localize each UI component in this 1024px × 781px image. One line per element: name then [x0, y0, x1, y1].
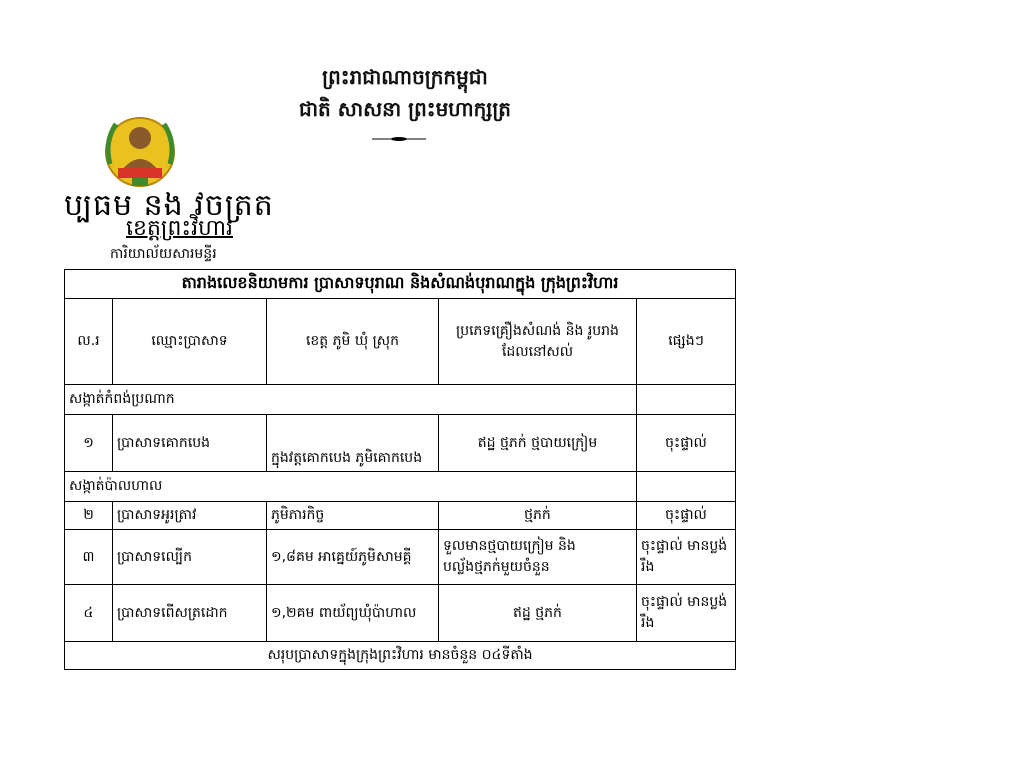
- column-header-name: ឈ្មោះប្រាសាទ: [113, 299, 267, 385]
- ministry-name: ប្បធម នង វចត្រត: [64, 188, 274, 223]
- table-row: [65, 415, 736, 472]
- cell-other: ចុះផ្ទាល់: [637, 415, 736, 472]
- column-header-no: ល.រ: [65, 299, 113, 385]
- section-label: សង្កាត់ប៉ាលហាល: [65, 472, 637, 502]
- section-empty-cell: [637, 472, 736, 502]
- cell-type: ទួលមានថ្មបាយក្រៀម និងបល្ល័ងថ្មភក់មួយចំនួន: [439, 530, 637, 585]
- cell-no: ៤: [65, 585, 113, 642]
- cell-location: ១,២គម ពាយ័ព្យឃុំប៉ាហាល: [267, 585, 439, 642]
- summary-row: [65, 642, 736, 670]
- cell-type: ឥដ្ឋ ថ្មភក់ ថ្មបាយក្រៀម: [439, 415, 637, 472]
- cell-location: ១,៨គម អាគ្នេយ៍ភូមិសាមគ្គី: [267, 530, 439, 585]
- cell-name: ប្រាសាទល្បើក: [113, 530, 267, 585]
- table-row: [65, 585, 736, 642]
- cell-name: ប្រាសាទគោកបេង: [113, 415, 267, 472]
- cell-other: ចុះផ្ទាល់: [637, 502, 736, 530]
- table-title-row: [65, 270, 736, 299]
- section-row: [65, 385, 736, 415]
- cell-name: ប្រាសាទពើសត្រដោក: [113, 585, 267, 642]
- cell-no: ២: [65, 502, 113, 530]
- kingdom-title: ព្រះរាជាណាចក្រកម្ពុជា: [322, 65, 488, 89]
- section-empty-cell: [637, 385, 736, 415]
- table-row: [65, 502, 736, 530]
- cell-other: ចុះផ្ទាល់ មានប្លង់រឹង: [637, 530, 736, 585]
- cell-type: ឥដ្ឋ ថ្មភក់: [439, 585, 637, 642]
- divider-ornament: [372, 136, 426, 142]
- section-row: [65, 472, 736, 502]
- heritage-table: [64, 269, 736, 670]
- ministry-emblem: [100, 112, 180, 190]
- province-department: ខេត្តព្រះវិហារ: [126, 216, 233, 241]
- table-row: [65, 530, 736, 585]
- cell-other: ចុះផ្ទាល់ មានប្លង់រឹង: [637, 585, 736, 642]
- cell-location: ក្នុងវត្តគោកបេង ភូមិគោកបេង: [267, 415, 439, 472]
- column-header-type: ប្រភេទគ្រឿងសំណង់ និង រូបរាង ដែលនៅសល់: [439, 299, 637, 385]
- cell-type: ថ្មភក់: [439, 502, 637, 530]
- summary-text: សរុបប្រាសាទក្នុងក្រុងព្រះវិហារ មានចំនួន ០៤ទីតាំង: [65, 642, 736, 670]
- column-header-location: ខេត្ត ភូមិ ឃុំ ស្រុក: [267, 299, 439, 385]
- cell-location: ភូមិភារកិច្ច: [267, 502, 439, 530]
- office-name: ការិយាល័យសារមន្ទីរ: [110, 246, 217, 262]
- table-title: តារាងលេខនិយាមការ ប្រាសាទបុរាណ និងសំណង់បុរាណក្នុង ក្រុងព្រះវិហារ: [65, 270, 736, 299]
- cell-no: ៣: [65, 530, 113, 585]
- national-motto: ជាតិ សាសនា ព្រះមហាក្សត្រ: [299, 97, 511, 121]
- section-label: សង្កាត់កំពង់ប្រណាក: [65, 385, 637, 415]
- cell-name: ប្រាសាទអូរត្រាវ: [113, 502, 267, 530]
- cell-no: ១: [65, 415, 113, 472]
- table-header-row: [65, 299, 736, 385]
- column-header-other: ផ្សេងៗ: [637, 299, 736, 385]
